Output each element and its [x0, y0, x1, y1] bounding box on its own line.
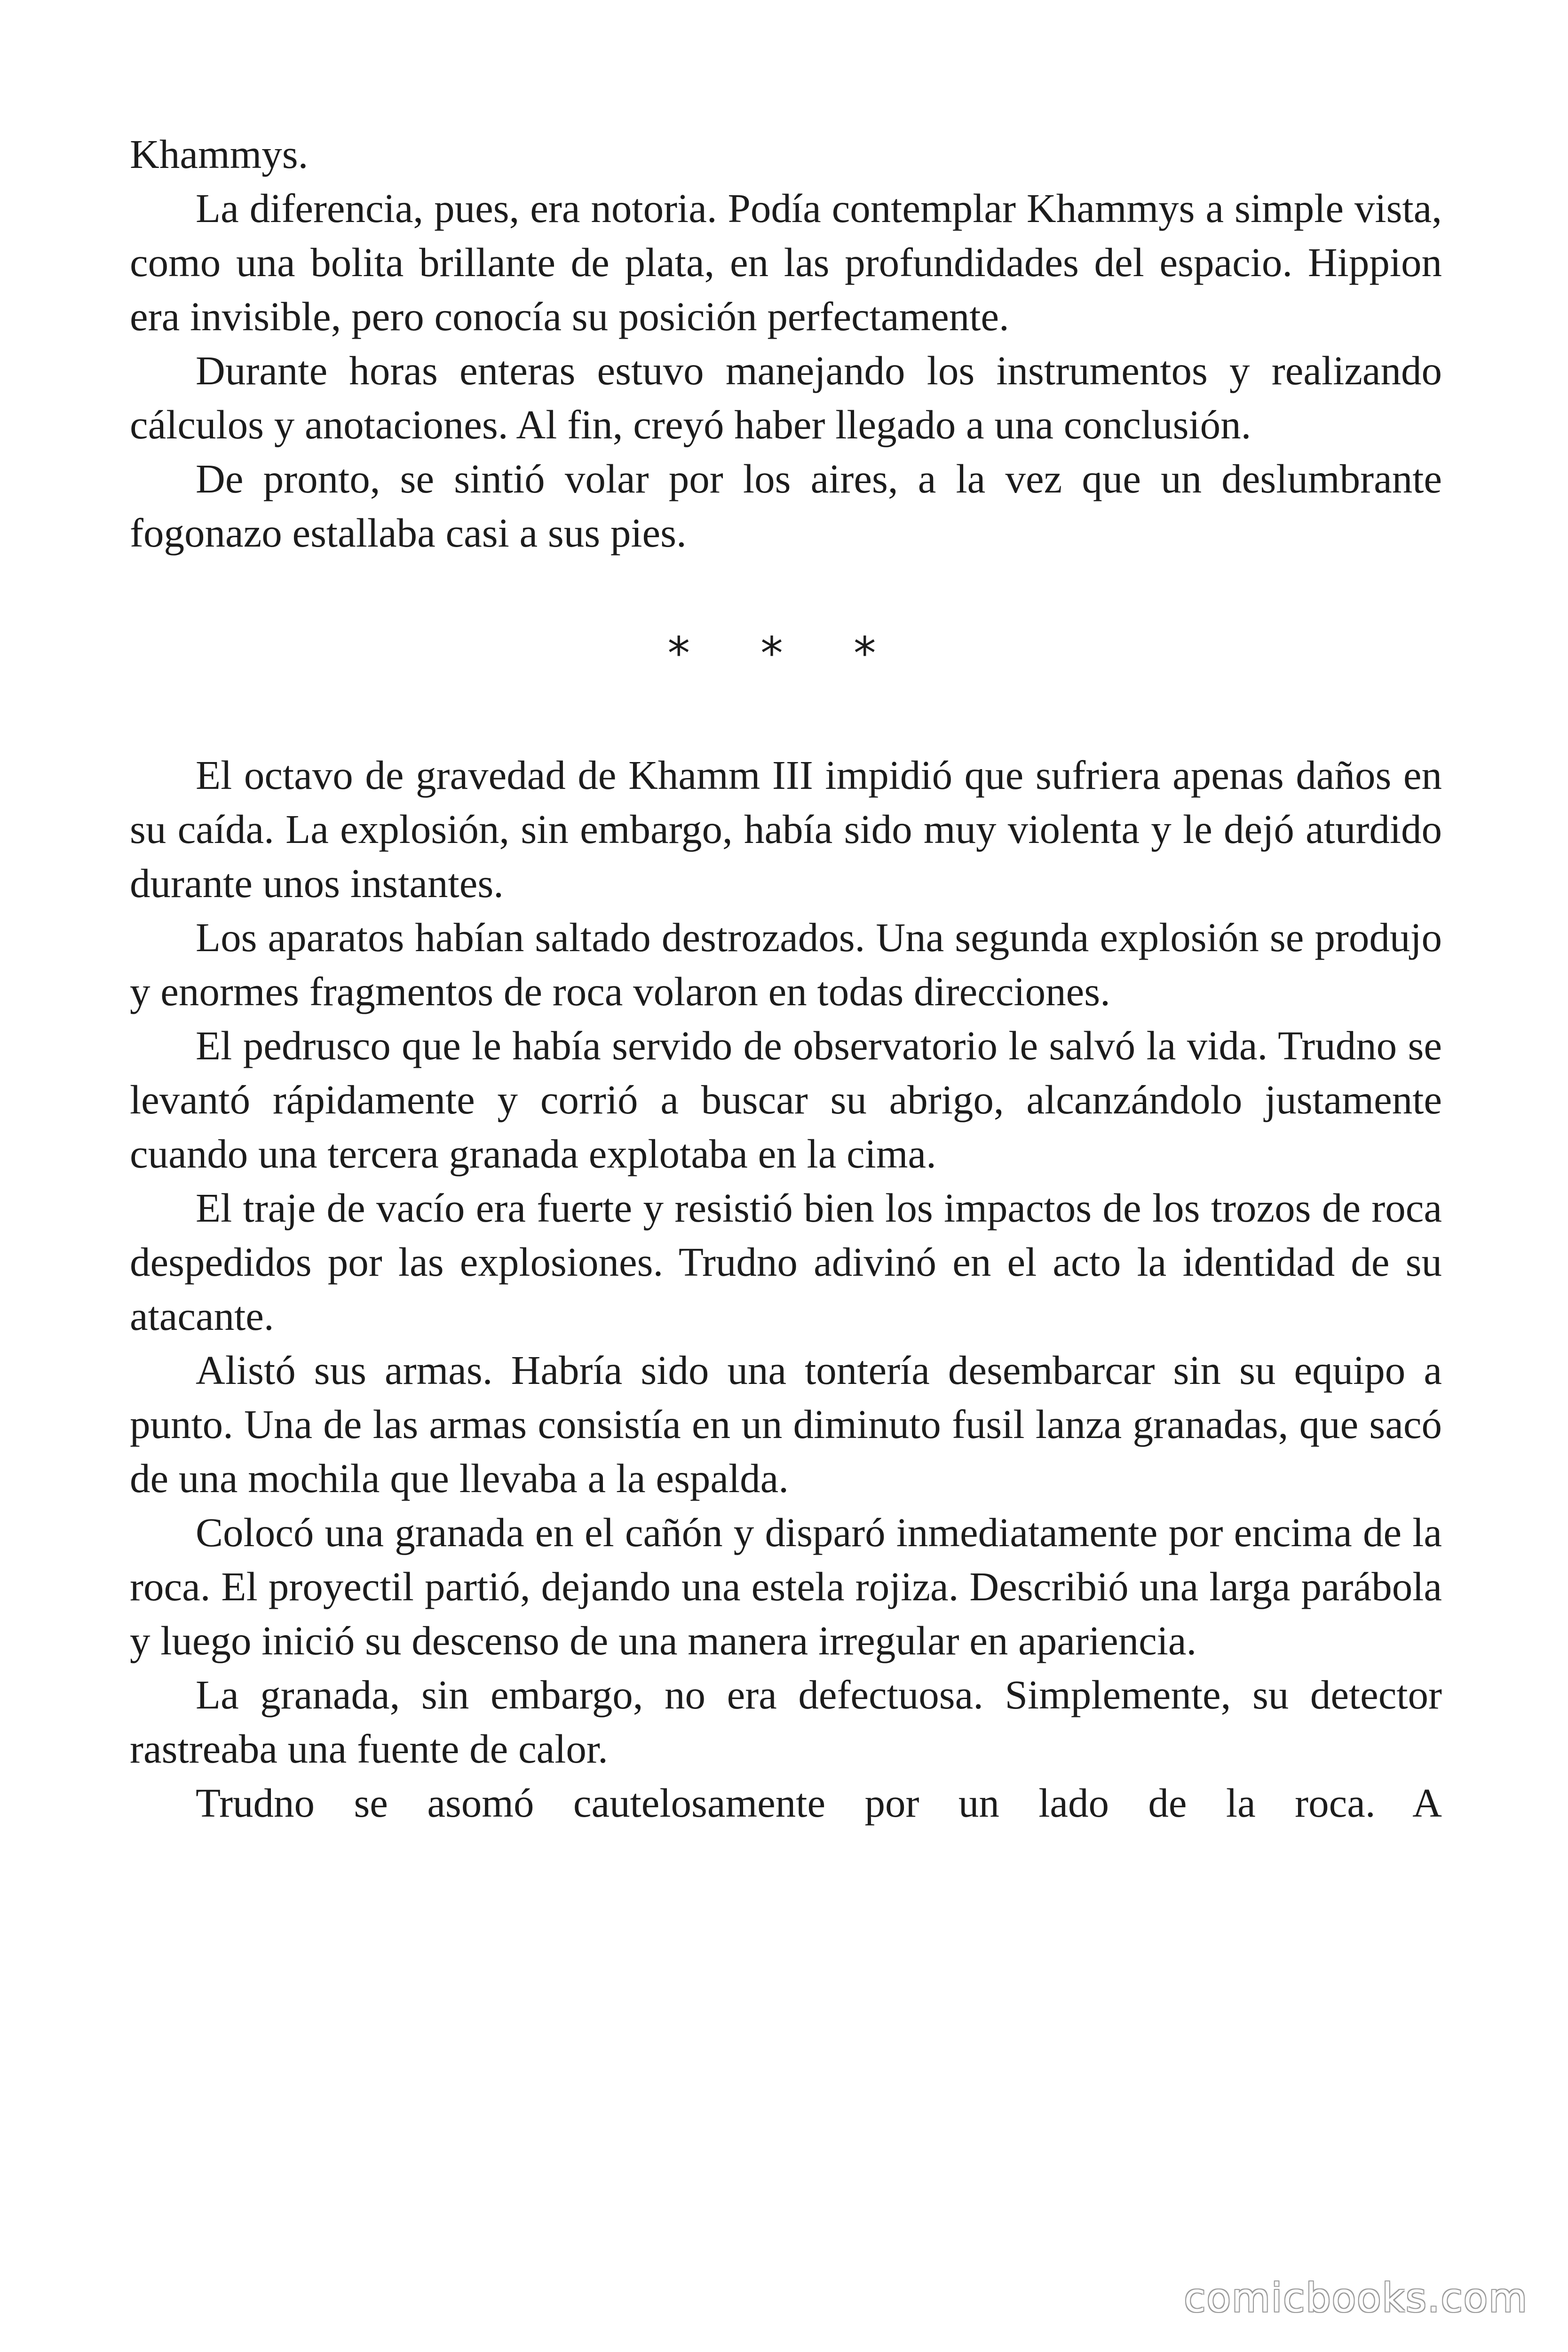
asterism: * * * [667, 628, 904, 680]
paragraph: Durante horas enteras estuvo manejando los instrumentos y realizando cálculos y anotaciones. Al fin, creyó haber llegado a una conclusión. [130, 348, 1442, 447]
paragraph: Trudno se asomó cautelosamente por un lado de la roca. A [196, 1780, 1442, 1826]
paragraph: Alistó sus armas. Habría sido una tontería desembarcar sin su equipo a punto. Una de las armas consistía en un diminuto fusil lanza granadas, que sacó de una mochila que llevaba a la espalda. [130, 1347, 1442, 1501]
paragraph: De pronto, se sintió volar por los aires, a la vez que un deslumbrante fogonazo estallaba casi a sus pies. [130, 456, 1442, 556]
paragraph: El pedrusco que le había servido de observatorio le salvó la vida. Trudno se levantó rápidamente y corrió a buscar su abrigo, alcanzándolo justamente cuando una tercera granada explotaba en la cima. [130, 1023, 1442, 1176]
paragraph: El traje de vacío era fuerte y resistió bien los impactos de los trozos de roca despedidos por las explosiones. Trudno adivinó en el acto la identidad de su atacante. [130, 1185, 1442, 1339]
paragraph: Khammys. [130, 131, 309, 177]
paragraph: El octavo de gravedad de Khamm III impidió que sufriera apenas daños en su caída. La explosión, sin embargo, había sido muy violenta y le dejó aturdido durante unos instantes. [130, 752, 1442, 906]
paragraph: Los aparatos habían saltado destrozados. Una segunda explosión se produjo y enormes fragmentos de roca volaron en todas direcciones. [130, 914, 1442, 1014]
paragraph: La diferencia, pues, era notoria. Podía contemplar Khammys a simple vista, como una bolita brillante de plata, en las profundidades del espacio. Hippion era invisible, pero conocía su posición perfectamente. [130, 185, 1442, 339]
watermark: comicbooks.com [1184, 2275, 1528, 2321]
paragraph: La granada, sin embargo, no era defectuosa. Simplemente, su detector rastreaba una fuente de calor. [130, 1672, 1442, 1772]
paragraph: Colocó una granada en el cañón y disparó inmediatamente por encima de la roca. El proyectil partió, dejando una estela rojiza. Describió una larga parábola y luego inició su descenso de una manera irregular en apariencia. [130, 1510, 1442, 1663]
section-separator [130, 560, 1442, 748]
book-page [130, 127, 1442, 1830]
